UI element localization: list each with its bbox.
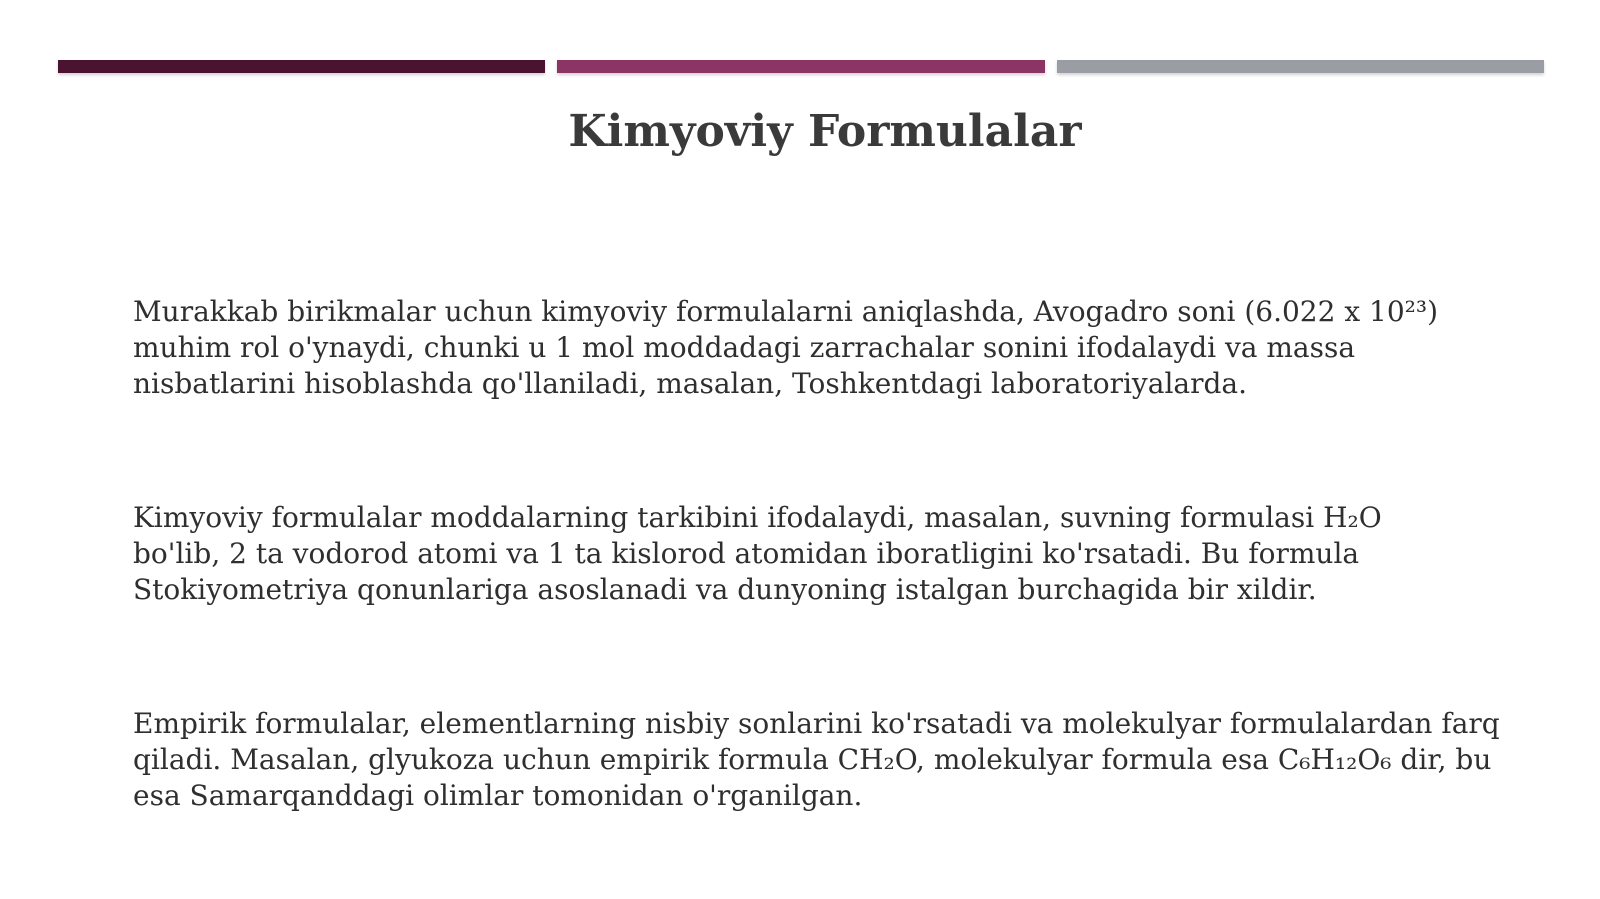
paragraph-line: nisbatlarini hisoblashda qo'llaniladi, masalan, Toshkentdagi laboratoriyalarda. [133,367,1247,400]
paragraph-line: muhim rol o'ynaydi, chunki u 1 mol moddadagi zarrachalar sonini ifodalaydi va massa [133,331,1356,364]
accent-bar-magenta [557,60,1045,73]
paragraph-empirical-formula [133,706,1553,814]
paragraph-line: Murakkab birikmalar uchun kimyoviy formulalarni aniqlashda, Avogadro soni (6.022 x 10²³) [133,295,1439,328]
paragraph-line: bo'lib, 2 ta vodorod atomi va 1 ta kislorod atomidan iboratligini ko'rsatadi. Bu formula [133,537,1360,570]
paragraph-avogadro [133,294,1553,402]
paragraph-water-formula [133,500,1553,608]
paragraph-line: Kimyoviy formulalar moddalarning tarkibini ifodalaydi, masalan, suvning formulasi H₂O [133,501,1382,534]
paragraph-line: qiladi. Masalan, glyukoza uchun empirik formula CH₂O, molekulyar formula esa C₆H₁₂O₆ dir, bu [133,743,1492,776]
accent-bar-gray [1057,60,1544,73]
paragraph-line: esa Samarqanddagi olimlar tomonidan o'rganilgan. [133,779,863,812]
slide-title: Kimyoviy Formulalar [568,106,1082,157]
paragraph-line: Stokiyometriya qonunlariga asoslanadi va dunyoning istalgan burchagida bir xildir. [133,573,1317,606]
paragraph-line: Empirik formulalar, elementlarning nisbiy sonlarini ko'rsatadi va molekulyar formulalardan farq [133,707,1500,740]
accent-bar-dark [58,60,545,73]
